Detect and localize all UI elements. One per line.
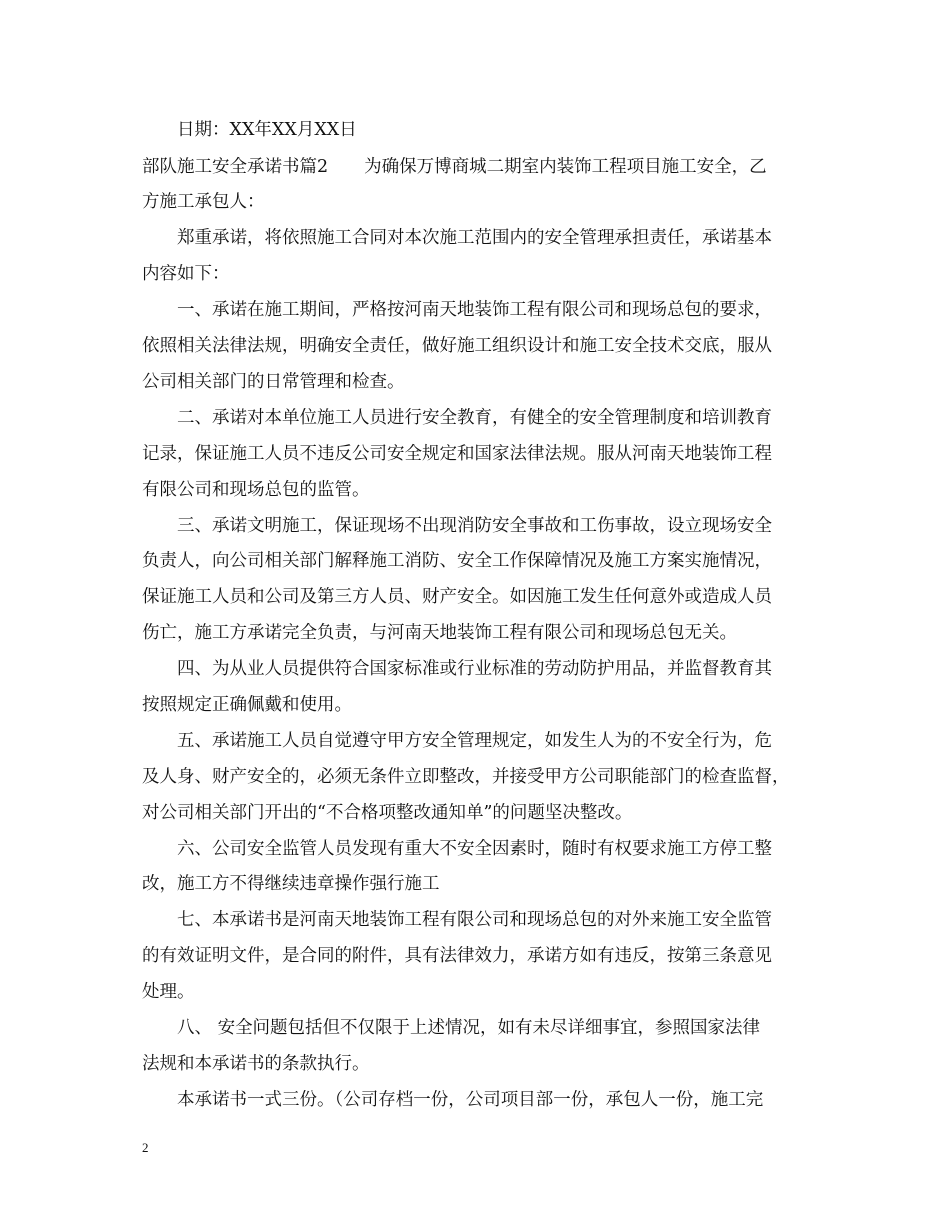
paragraph-line: 方施工承包人： — [142, 192, 265, 212]
paragraph-line: 本承诺书一式三份。（公司存档一份，公司项目部一份，承包人一份，施工完 — [177, 1090, 764, 1110]
paragraph-line: 伤亡，施工方承诺完全负责，与河南天地装饰工程有限公司和现场总包无关。 — [142, 623, 737, 643]
section-heading-line — [142, 156, 822, 178]
paragraph-line: 内容如下： — [142, 264, 230, 284]
page-number: 2 — [142, 1140, 149, 1155]
paragraph-line: 依照相关法律法规，明确安全责任，做好施工组织设计和施工安全技术交底，服从 — [142, 336, 772, 356]
paragraph-line: 郑重承诺，将依照施工合同对本次施工范围内的安全管理承担责任，承诺基本 — [177, 228, 772, 248]
paragraph-line: 五、承诺施工人员自觉遵守甲方安全管理规定，如发生人为的不安全行为，危 — [177, 731, 772, 751]
paragraph-line: 保证施工人员和公司及第三方人员、财产安全。如因施工发生任何意外或造成人员 — [142, 587, 772, 607]
paragraph-line: 记录，保证施工人员不违反公司安全规定和国家法律法规。服从河南天地装饰工程 — [142, 444, 772, 464]
paragraph-line: 六、公司安全监管人员发现有重大不安全因素时，随时有权要求施工方停工整 — [177, 839, 772, 859]
paragraph-line: 一、承诺在施工期间，严格按河南天地装饰工程有限公司和现场总包的要求， — [177, 300, 772, 320]
paragraph-line: 法规和本承诺书的条款执行。 — [142, 1054, 370, 1074]
paragraph-line: 二、承诺对本单位施工人员进行安全教育，有健全的安全管理制度和培训教育 — [177, 408, 772, 428]
section-heading: 部队施工安全承诺书篇2 — [142, 157, 329, 177]
paragraph-line: 按照规定正确佩戴和使用。 — [142, 695, 352, 715]
paragraph-line: 负责人，向公司相关部门解释施工消防、安全工作保障情况及施工方案实施情况， — [142, 551, 772, 571]
paragraph-line: 八、 安全问题包括但不仅限于上述情况，如有未尽详细事宜，参照国家法律 — [177, 1018, 761, 1038]
paragraph-line: 改，施工方不得继续违章操作强行施工 — [142, 874, 440, 894]
paragraph-line: 四、为从业人员提供符合国家标准或行业标准的劳动防护用品，并监督教育其 — [177, 659, 772, 679]
date-line: 日期：XX年XX月XX日 — [177, 120, 357, 140]
paragraph-line: 三、承诺文明施工，保证现场不出现消防安全事故和工伤事故，设立现场安全 — [177, 516, 772, 536]
paragraph-line: 处理。 — [142, 982, 195, 1002]
paragraph-line: 公司相关部门的日常管理和检查。 — [142, 372, 405, 392]
paragraph-line: 有限公司和现场总包的监管。 — [142, 480, 370, 500]
paragraph-text: 为确保万博商城二期室内装饰工程项目施工安全，乙 — [364, 157, 767, 177]
paragraph-line: 及人身、财产安全的，必须无条件立即整改，并接受甲方公司职能部门的检查监督， — [142, 767, 790, 787]
paragraph-line: 的有效证明文件，是合同的附件，具有法律效力，承诺方如有违反，按第三条意见 — [142, 946, 772, 966]
paragraph-line: 七、本承诺书是河南天地装饰工程有限公司和现场总包的对外来施工安全监管 — [177, 910, 772, 930]
paragraph-line: 对公司相关部门开出的“不合格项整改通知单”的问题坚决整改。 — [142, 803, 633, 823]
